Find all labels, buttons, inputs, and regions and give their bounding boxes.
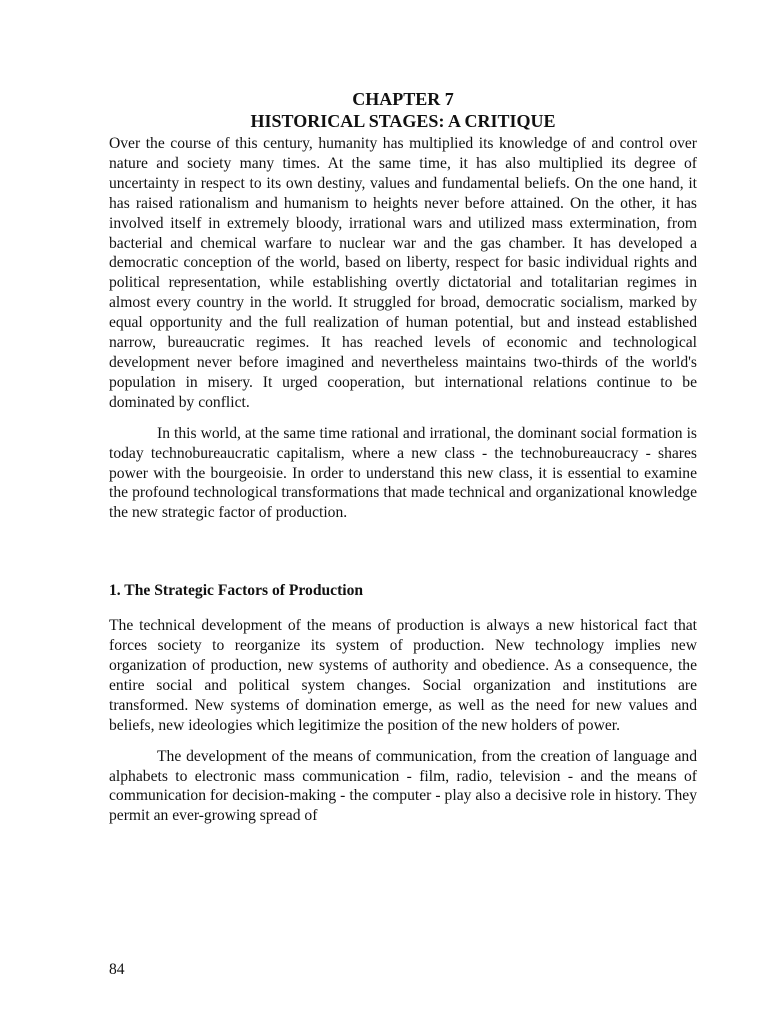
section-paragraph-1: The technical development of the means of production is always a new historical fact that forces society to reorganize its system of production. New technology implies new organization of production, new systems of authority and obedience. As a consequence, the entire social and political system changes. Social organization and institutions are transformed. New systems of domination emerge, as well as the need for new values and beliefs, new ideologies which legitimize the position of the new holders of power. xyxy=(109,617,697,734)
intro-paragraph-2: In this world, at the same time rational and irrational, the dominant social formation is today technobureaucratic capitalism, where a new class - the technobureaucracy - shares power with the bourgeoisie. In order to understand this new class, it is essential to examine the profound technological transformations that made technical and organizational knowledge the new strategic factor of production. xyxy=(109,424,697,522)
section-paragraph-2: The development of the means of communication, from the creation of language and alphabets to electronic mass communication - film, radio, television - and the means of communication for decision-making - the computer - play also a decisive role in history. They permit an ever-growing spread of xyxy=(109,747,697,825)
document-page xyxy=(109,88,697,826)
chapter-title xyxy=(109,88,697,132)
chapter-name: HISTORICAL STAGES: A CRITIQUE xyxy=(250,111,556,131)
page-number: 84 xyxy=(109,961,125,978)
intro-paragraph-1: Over the course of this century, humanity has multiplied its knowledge of and control over nature and society many times. At the same time, it has also multiplied its degree of uncertainty in respect to its own destiny, values and fundamental beliefs. On the one hand, it has raised rationalism and humanism to heights never before attained. On the other, it has involved itself in extremely bloody, irrational wars and utilized mass extermination, from bacterial and chemical warfare to nuclear war and the gas chamber. It has developed a democratic conception of the world, based on liberty, respect for basic individual rights and political representation, while establishing overtly dictatorial and totalitarian regimes in almost every country in the world. It struggled for broad, democratic socialism, marked by equal opportunity and the full realization of human potential, but and instead established narrow, bureaucratic regimes. It has reached levels of economic and technological development never before imagined and nevertheless maintains two-thirds of the world's population in misery. It urged cooperation, but international relations continue to be dominated by conflict. xyxy=(109,135,697,411)
section-heading: 1. The Strategic Factors of Production xyxy=(109,582,364,600)
chapter-number: CHAPTER 7 xyxy=(352,89,454,109)
